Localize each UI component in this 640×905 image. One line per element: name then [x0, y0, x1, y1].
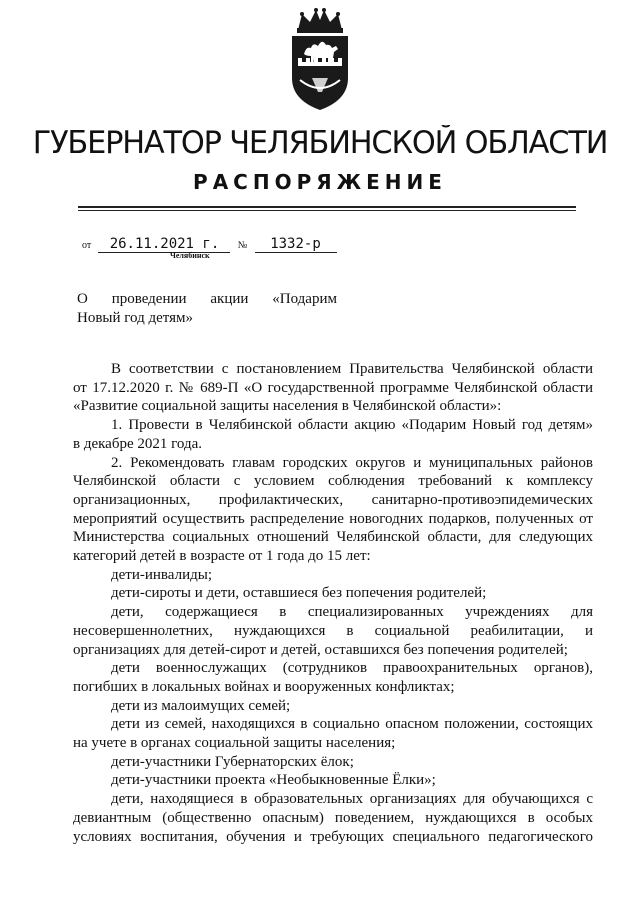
document-number: 1332-р: [255, 236, 337, 253]
number-prefix: №: [237, 240, 248, 251]
header-divider-thin: [78, 210, 576, 211]
document-date: 26.11.2021 г.: [98, 236, 230, 253]
body-line: от 17.12.2020 г. № 689-П «О государственной программе Челябинской области: [73, 379, 593, 396]
body-line: девиантным (общественно опасным) поведением, нуждающихся в особых: [73, 809, 593, 826]
governor-title: ГУБЕРНАТОР ЧЕЛЯБИНСКОЙ ОБЛАСТИ: [32, 125, 608, 161]
body-line: дети-инвалиды;: [111, 566, 212, 583]
body-line: мероприятий осуществить распределение новогодних подарков, полученных от: [73, 510, 593, 527]
document-body: [73, 360, 593, 846]
body-line: Челябинской области с условием соблюдения требований к комплексу: [73, 473, 593, 490]
body-line: дети, содержащиеся в специализированных учреждениях для: [111, 604, 593, 621]
body-line: Министерства социальных отношений Челябинской области, для следующих: [73, 529, 593, 546]
header-divider: [78, 206, 576, 208]
body-line: 2. Рекомендовать главам городских округов и муниципальных районов: [111, 454, 593, 471]
body-line: дети-сироты и дети, оставшиеся без попечения родителей;: [111, 585, 487, 602]
coat-of-arms-icon: [278, 8, 362, 112]
body-line: дети-участники проекта «Необыкновенные Ёлки»;: [111, 772, 436, 789]
document-type-title: РАСПОРЯЖЕНИЕ: [193, 170, 447, 194]
body-line: дети, находящиеся в образовательных организациях для обучающихся с: [111, 791, 593, 808]
body-line: «Развитие социальной защиты населения в Челябинской области»:: [73, 398, 502, 415]
body-line: дети-участники Губернаторских ёлок;: [111, 753, 354, 770]
body-line: погибших в локальных войнах и вооруженных конфликтах;: [73, 678, 455, 695]
subject-line-1: [77, 290, 337, 309]
document-subject: [77, 290, 337, 328]
body-line: несовершеннолетних, нуждающихся в социальной реабилитации, и: [73, 622, 593, 639]
body-line: условиях воспитания, обучения и требующих специального педагогического: [73, 828, 593, 845]
body-line: на учете в органах социальной защиты населения;: [73, 735, 396, 752]
body-line: дети из малоимущих семей;: [111, 697, 291, 714]
body-line: дети из семей, находящихся в социально опасном положении, состоящих: [111, 716, 593, 733]
body-line: в декабре 2021 года.: [73, 435, 203, 452]
body-line: В соответствии с постановлением Правительства Челябинской области: [111, 361, 593, 377]
subject-word: акции: [210, 291, 249, 307]
body-line: организационных, профилактических, санитарно-противоэпидемических: [73, 491, 593, 508]
body-line: 1. Провести в Челябинской области акцию «Подарим Новый год детям»: [111, 417, 593, 434]
body-line: категорий детей в возрасте от 1 года до 15 лет:: [73, 548, 371, 565]
body-line: организациях для детей-сирот и детей, оставшихся без попечения родителей;: [73, 641, 568, 658]
subject-word: проведении: [111, 291, 187, 307]
body-line: дети военнослужащих (сотрудников правоохранительных органов),: [111, 660, 593, 677]
subject-word: «Подарим: [272, 291, 337, 307]
subject-line-2: Новый год детям»: [77, 310, 194, 326]
subject-word: О: [77, 291, 88, 307]
date-prefix: от: [82, 240, 92, 251]
document-city: Челябинск: [170, 251, 210, 260]
